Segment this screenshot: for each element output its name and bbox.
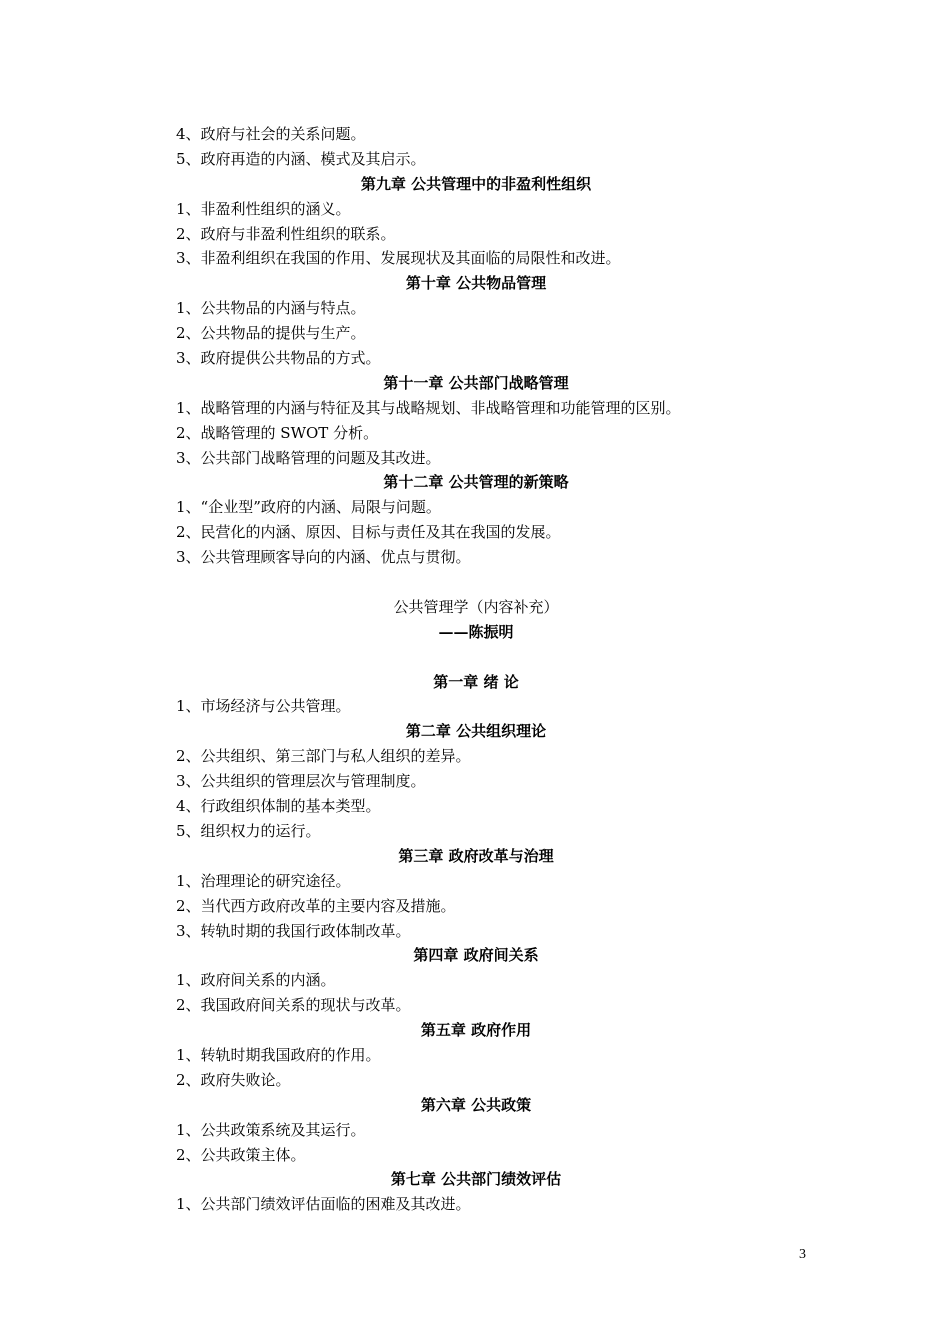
list-item: 1、转轨时期我国政府的作用。 bbox=[176, 1045, 381, 1064]
list-item: 2、政府与非盈利性组织的联系。 bbox=[176, 224, 396, 243]
list-item: 1、战略管理的内涵与特征及其与战略规划、非战略管理和功能管理的区别。 bbox=[176, 398, 681, 417]
list-item: 2、战略管理的 SWOT 分析。 bbox=[176, 423, 379, 442]
list-item: 2、当代西方政府改革的主要内容及措施。 bbox=[176, 896, 456, 915]
chapter-heading: 第三章 政府改革与治理 bbox=[398, 846, 554, 865]
list-item: 2、民营化的内涵、原因、目标与责任及其在我国的发展。 bbox=[176, 523, 561, 542]
list-item: 4、行政组织体制的基本类型。 bbox=[176, 797, 381, 816]
list-item: 1、非盈利性组织的涵义。 bbox=[176, 199, 351, 218]
list-item: 3、转轨时期的我国行政体制改革。 bbox=[176, 921, 411, 940]
section-title: 公共管理学（内容补充） bbox=[393, 597, 559, 616]
list-item: 1、公共物品的内涵与特点。 bbox=[176, 299, 366, 318]
chapter-heading: 第一章 绪 论 bbox=[433, 672, 519, 691]
chapter-heading: 第七章 公共部门绩效评估 bbox=[390, 1170, 562, 1189]
list-item: 4、政府与社会的关系问题。 bbox=[176, 125, 366, 143]
chapter-heading: 第二章 公共组织理论 bbox=[405, 722, 547, 741]
chapter-heading: 第十二章 公共管理的新策略 bbox=[383, 473, 569, 492]
list-item: 2、政府失败论。 bbox=[176, 1070, 291, 1089]
list-item: 1、公共部门绩效评估面临的困难及其改进。 bbox=[176, 1195, 471, 1214]
list-item: 3、公共管理顾客导向的内涵、优点与贯彻。 bbox=[176, 548, 471, 567]
list-item: 3、公共组织的管理层次与管理制度。 bbox=[176, 772, 426, 791]
list-item: 2、公共政策主体。 bbox=[176, 1145, 306, 1164]
list-item: 5、政府再造的内涵、模式及其启示。 bbox=[176, 149, 426, 168]
list-item: 3、公共部门战略管理的问题及其改进。 bbox=[176, 448, 441, 467]
page-number: 3 bbox=[799, 1247, 806, 1262]
chapter-heading: 第五章 政府作用 bbox=[420, 1021, 532, 1040]
list-item: 3、政府提供公共物品的方式。 bbox=[176, 349, 381, 368]
list-item: 1、“企业型”政府的内涵、局限与问题。 bbox=[176, 498, 441, 517]
section-author: ——陈振明 bbox=[438, 622, 514, 641]
document-page bbox=[176, 122, 776, 1217]
blank-line bbox=[176, 645, 776, 670]
list-item: 3、非盈利组织在我国的作用、发展现状及其面临的局限性和改进。 bbox=[176, 249, 621, 268]
chapter-heading: 第九章 公共管理中的非盈利性组织 bbox=[360, 174, 592, 193]
list-item: 2、我国政府间关系的现状与改革。 bbox=[176, 996, 411, 1015]
list-item: 1、治理理论的研究途径。 bbox=[176, 871, 351, 890]
list-item: 1、政府间关系的内涵。 bbox=[176, 971, 336, 990]
blank-line bbox=[176, 570, 776, 595]
chapter-heading: 第十章 公共物品管理 bbox=[405, 274, 547, 293]
list-item: 2、公共组织、第三部门与私人组织的差异。 bbox=[176, 747, 471, 766]
list-item: 2、公共物品的提供与生产。 bbox=[176, 324, 366, 343]
list-item: 1、市场经济与公共管理。 bbox=[176, 697, 351, 716]
chapter-heading: 第十一章 公共部门战略管理 bbox=[383, 373, 569, 392]
list-item: 1、公共政策系统及其运行。 bbox=[176, 1120, 366, 1139]
list-item: 5、组织权力的运行。 bbox=[176, 821, 321, 840]
chapter-heading: 第四章 政府间关系 bbox=[413, 946, 539, 965]
chapter-heading: 第六章 公共政策 bbox=[420, 1095, 532, 1114]
